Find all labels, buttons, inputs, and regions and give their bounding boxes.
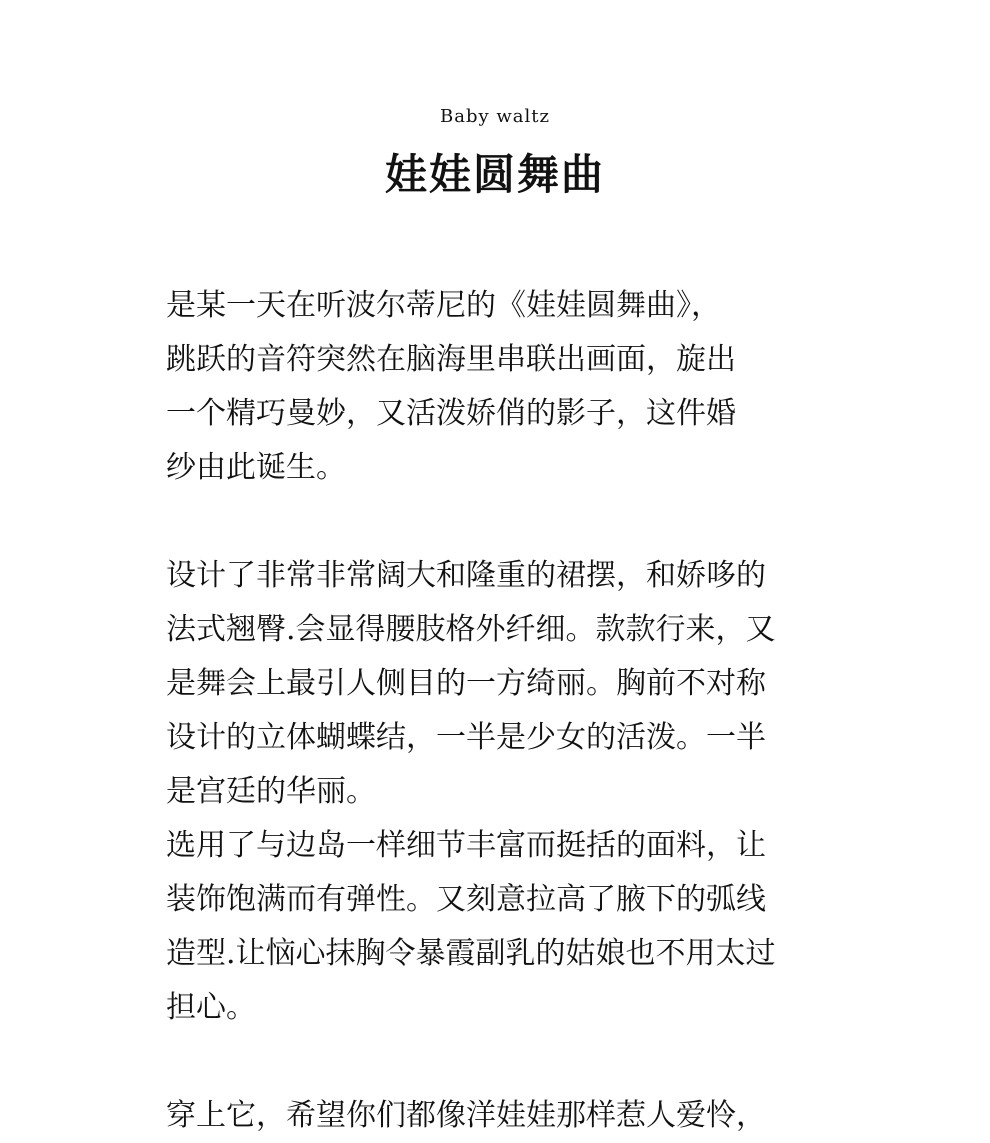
page-title: 娃娃圆舞曲 (384, 150, 605, 199)
paragraph-2 (166, 549, 806, 819)
text-line: 担心。 (166, 990, 256, 1025)
article-body (166, 279, 806, 1143)
subtitle: Baby waltz (440, 106, 550, 127)
paragraph-4 (166, 1089, 806, 1143)
text-line: 造型.让恼心抹胸令暴霞副乳的姑娘也不用太过 (166, 936, 776, 971)
text-line: 设计的立体蝴蝶结，一半是少女的活泼。一半 (166, 720, 766, 755)
paragraph-3 (166, 819, 806, 1035)
text-line: 是宫廷的华丽。 (166, 774, 376, 809)
text-line: 法式翘臀.会显得腰肢格外纤细。款款行来，又 (166, 612, 776, 647)
text-line: 纱由此诞生。 (166, 450, 346, 485)
text-line: 穿上它，希望你们都像洋娃娃那样惹人爱怜， (166, 1098, 766, 1133)
paragraph-gap (166, 495, 806, 549)
text-line: 跳跃的音符突然在脑海里串联出画面，旋出 (166, 342, 736, 377)
text-line: 装饰饱满而有弹性。又刻意拉高了腋下的弧线 (166, 882, 766, 917)
text-line: 一个精巧曼妙，又活泼娇俏的影子，这件婚 (166, 396, 736, 431)
text-line: 设计了非常非常阔大和隆重的裙摆，和娇哆的 (166, 558, 766, 593)
paragraph-1 (166, 279, 806, 495)
text-line: 选用了与边岛一样细节丰富而挺括的面料，让 (166, 828, 766, 863)
paragraph-gap (166, 1035, 806, 1089)
text-line: 是舞会上最引人侧目的一方绮丽。胸前不对称 (166, 666, 766, 701)
text-line: 是某一天在听波尔蒂尼的《娃娃圆舞曲》， (166, 288, 721, 323)
